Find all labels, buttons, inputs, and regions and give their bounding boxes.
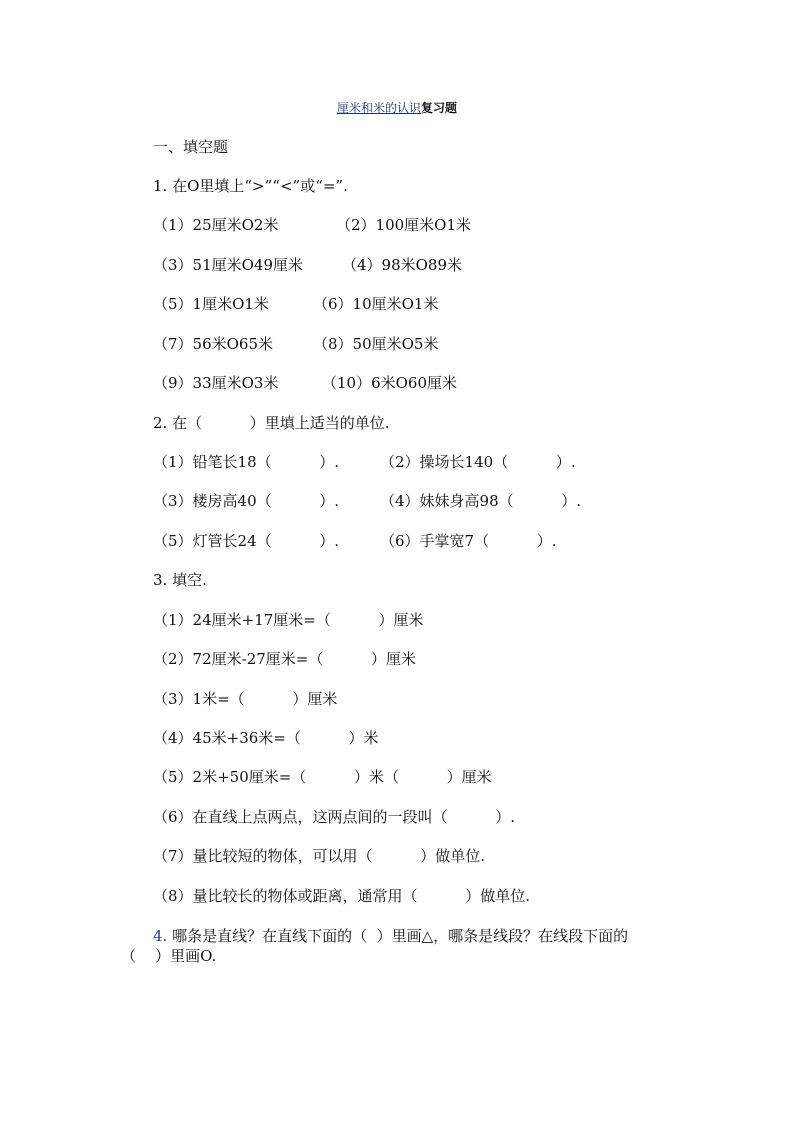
q1-prompt: 1. 在O里填上“>”“<”或“=”. xyxy=(153,177,348,195)
q3-item: （7）量比较短的物体，可以用（ ）做单位. xyxy=(153,847,485,865)
q2-item: （2）操场长140（ ）. xyxy=(380,453,576,471)
title-link[interactable]: 厘米和米的认识 xyxy=(337,101,422,115)
q4-line2: （ ）里画O. xyxy=(121,947,217,965)
q3-prompt: 3. 填空. xyxy=(153,571,207,589)
q2-item: （1）铅笔长18（ ）. xyxy=(153,453,340,471)
q2-item: （6）手掌宽7（ ）. xyxy=(380,532,557,550)
q1-item: （5）1厘米O1米 xyxy=(153,295,269,313)
q2-item: （3）楼房高40（ ）. xyxy=(153,492,340,510)
title-rest: 复习题 xyxy=(421,101,458,115)
q3-item: （8）量比较长的物体或距离，通常用（ ）做单位. xyxy=(153,887,530,905)
q4-text: 哪条是直线？在直线下面的（ ）里画△，哪条是线段？在线段下面的 xyxy=(172,927,629,945)
q1-item: （7）56米O65米 xyxy=(153,335,274,353)
q1-item: （6）10厘米O1米 xyxy=(313,295,439,313)
q1-item: （3）51厘米O49厘米 xyxy=(153,256,304,274)
q2-item: （4）妹妹身高98（ ）. xyxy=(380,492,582,510)
q1-item: （4）98米O89米 xyxy=(342,256,463,274)
q2-prompt: 2. 在（ ）里填上适当的单位. xyxy=(153,414,390,432)
q1-item: （10）6米O60厘米 xyxy=(322,374,458,392)
page-title xyxy=(337,100,457,116)
q4-number: 4. xyxy=(153,927,168,945)
q1-item: （9）33厘米O3米 xyxy=(153,374,279,392)
q2-item: （5）灯管长24（ ）. xyxy=(153,532,340,550)
q1-item: （2）100厘米O1米 xyxy=(336,216,472,234)
q3-item: （4）45米+36米=（ ）米 xyxy=(153,729,379,747)
q3-item: （5）2米+50厘米=（ ）米（ ）厘米 xyxy=(153,768,492,786)
section-heading: 一、填空题 xyxy=(153,138,229,156)
q1-item: （1）25厘米O2米 xyxy=(153,216,279,234)
q3-item: （1）24厘米+17厘米=（ ）厘米 xyxy=(153,611,424,629)
q3-item: （3）1米=（ ）厘米 xyxy=(153,690,338,708)
q3-item: （2）72厘米-27厘米=（ ）厘米 xyxy=(153,650,417,668)
q1-item: （8）50厘米O5米 xyxy=(313,335,439,353)
q3-item: （6）在直线上点两点，这两点间的一段叫（ ）. xyxy=(153,808,515,826)
q4-line1 xyxy=(153,926,628,946)
